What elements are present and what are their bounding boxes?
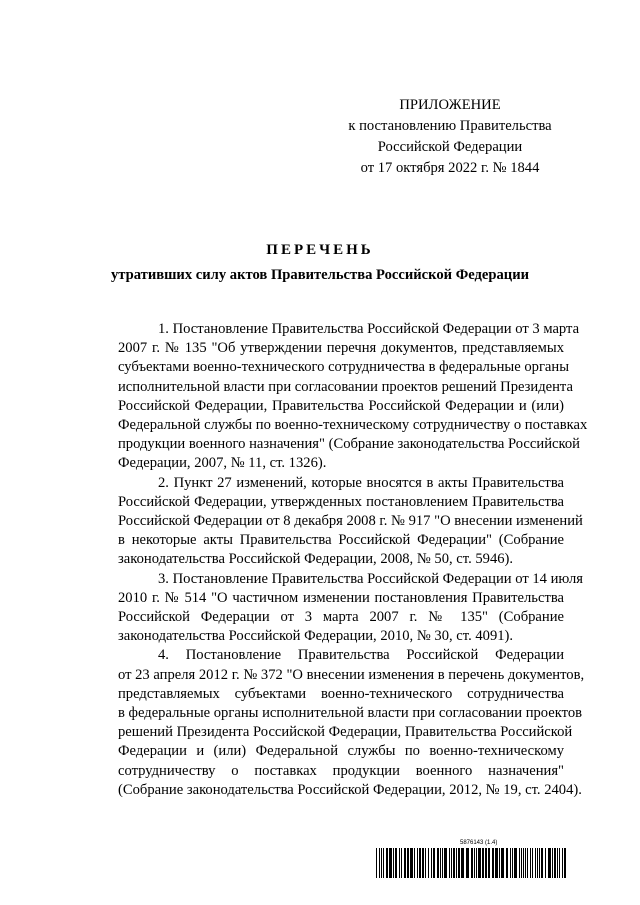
barcode-bar [461,848,464,878]
barcode-bar [532,848,533,878]
text-line: законодательства Российской Федерации, 2008, № 50, ст. 5946). [118,551,514,568]
barcode-bar [501,848,504,878]
list-item-2 [78,474,583,570]
text-line: исполнительной власти при согласовании проектов решений Президента [118,378,573,395]
barcode-bar [393,848,394,878]
text-line: субъектами военно-технического сотрудничества в федеральные органы [118,359,570,376]
barcode-bar [425,848,426,878]
barcode-bar [431,848,432,878]
barcode-bar [419,848,421,878]
appendix-resolution-ref: к постановлению Правительства [348,118,552,134]
document-body [78,320,588,800]
barcode-bar [453,848,455,878]
barcode-bar [552,848,553,878]
barcode-bar [458,848,460,878]
barcode-bar [510,848,511,878]
text-line: Федеральной службы по военно-техническому сотрудничеству о поставках [118,417,588,434]
barcode-bar [539,848,540,878]
barcode-bar [376,848,377,878]
barcode-bar [437,848,439,878]
list-item-1 [78,320,588,474]
text-line: решений Президента Российской Федерации, Правительства Российской [118,724,573,741]
text-line: законодательства Российской Федерации, 2010, № 30, ст. 4091). [118,628,514,645]
barcode-image [376,848,566,878]
barcode-bar [401,848,402,878]
barcode-bar [535,848,536,878]
text-line: сотрудничеству о поставках продукции военного назначения" [118,762,564,779]
barcode-bar [449,848,450,878]
barcode-bar [379,848,380,878]
barcode-code: 5876143 (1.4) [460,840,498,846]
barcode-bar [548,848,551,878]
text-line: 2. Пункт 27 изменений, которые вносятся в акты Правительства [158,474,564,491]
barcode-bar [471,848,473,878]
text-line: от 23 апреля 2012 г. № 372 "О внесении изменения в перечень документов, [118,666,585,683]
text-line: 2010 г. № 514 "О частичном изменении постановления Правительства [118,589,564,606]
barcode-bar [506,848,508,878]
barcode-bar [525,848,526,878]
barcode-bar [414,848,415,878]
barcode-bar [512,848,513,878]
barcode-bar [389,848,392,878]
barcode-bar [444,848,447,878]
barcode-bar [559,848,560,878]
barcode-bar [485,848,487,878]
list-item-4 [78,646,585,800]
barcode-bar [545,848,546,878]
barcode-bar [440,848,441,878]
appendix-header [330,95,570,179]
text-line: в федеральные органы исполнительной власти при согласовании проектов [118,705,583,722]
barcode-bar [456,848,457,878]
barcode-bar [554,848,556,878]
barcode-bar [527,848,528,878]
barcode-bar [541,848,543,878]
barcode-bar [399,848,400,878]
document-subtitle: утративших силу актов Правительства Российской Федерации [110,267,530,283]
barcode-bar [564,848,566,878]
barcode-bar [428,848,429,878]
barcode-bar [433,848,435,878]
barcode-bar [466,848,469,878]
text-line: 4. Постановление Правительства Российской Федерации [158,647,564,664]
text-line: Федерации и (или) Федеральной службы по военно-техническому [118,743,564,760]
appendix-date-number: от 17 октября 2022 г. № 1844 [360,160,540,176]
text-line: Российской Федерации, утвержденных постановлением Правительства [118,493,564,510]
barcode-bar [383,848,384,878]
appendix-label: ПРИЛОЖЕНИЕ [399,97,501,113]
barcode-bar [521,848,522,878]
barcode-bar [395,848,397,878]
barcode-bar [417,848,418,878]
text-line: 3. Постановление Правительства Российской Федерации от 14 июля [158,570,583,587]
barcode-bar [519,848,520,878]
barcode-bar [451,848,452,878]
barcode-bar [422,848,424,878]
barcode-bar [488,848,490,878]
text-line: 1. Постановление Правительства Российской Федерации от 3 марта [158,321,580,337]
barcode-bar [404,848,406,878]
barcode-bar [407,848,409,878]
document-title: ПЕРЕЧЕНЬ [266,242,374,258]
text-line: представляемых субъектами военно-технического сотрудничества [118,685,564,702]
barcode-bar [482,848,484,878]
text-line: Российской Федерации от 8 декабря 2008 г. № 917 "О внесении изменений [118,513,583,530]
text-line: Федерации, 2007, № 11, ст. 1326). [118,455,327,472]
barcode-bar [557,848,558,878]
text-line: 2007 г. № 135 "Об утверждении перечня документов, представляемых [118,340,564,357]
barcode-bar [476,848,477,878]
barcode-bar [386,848,388,878]
barcode-bar [442,848,443,878]
barcode-bar [474,848,475,878]
barcode-bar [478,848,481,878]
barcode-bar [495,848,498,878]
barcode-bar [530,848,531,878]
barcode-bar [523,848,524,878]
barcode-bar [410,848,413,878]
text-line: (Собрание законодательства Российской Федерации, 2012, № 19, ст. 2404). [118,781,582,798]
barcode-bar [514,848,517,878]
list-item-3 [78,570,583,647]
barcode-bar [562,848,563,878]
text-line: в некоторые акты Правительства Российской Федерации" (Собрание [118,532,564,549]
text-line: Российской Федерации от 3 марта 2007 г. № 135" (Собрание [118,609,564,626]
barcode-bar [537,848,538,878]
barcode-bar [499,848,500,878]
barcode-bar [492,848,494,878]
barcode-bar [381,848,382,878]
text-line: продукции военного назначения" (Собрание законодательства Российской [118,436,580,453]
appendix-country: Российской Федерации [377,139,523,155]
text-line: Российской Федерации, Правительства Российской Федерации и (или) [118,397,564,414]
